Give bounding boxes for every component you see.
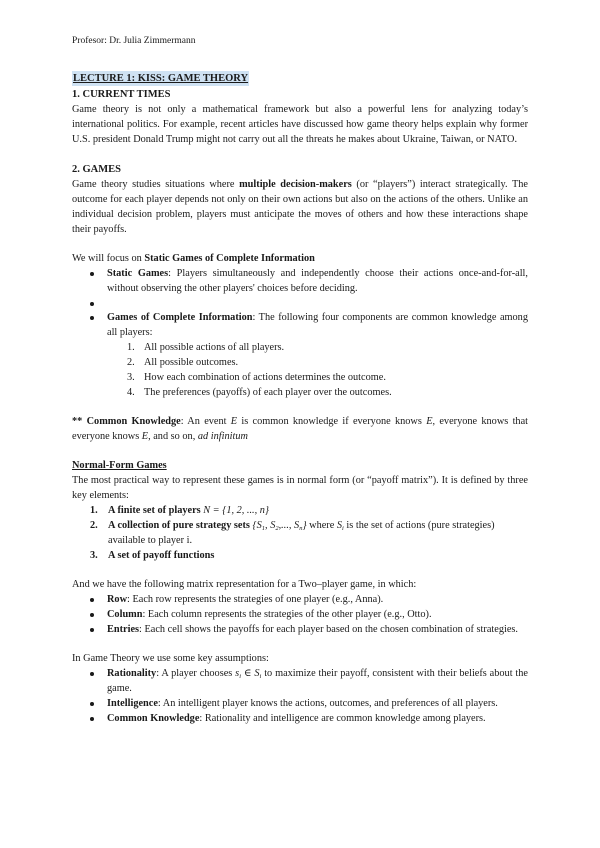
lecture-content [72,71,528,726]
list-item-static-games: Static Games: Players simultaneously and independently choose their actions once-and-for-all, without observing the other players' choices before deciding. [72,266,528,296]
normal-form-heading: Normal-Form Games [72,460,167,471]
common-knowledge-note: ** Common Knowledge: An event E is common knowledge if everyone knows E, everyone knows that everyone knows E, and so on, ad infinitum [72,416,529,442]
matrix-elements-list [72,592,528,637]
list-item: 3. How each combination of actions determines the outcome. [127,372,386,383]
assumptions-intro: In Game Theory we use some key assumptions: [72,653,269,664]
assumptions-list [72,666,528,726]
list-item-common-knowledge: Common Knowledge: Rationality and intelligence are common knowledge among players. [72,711,528,726]
section-current-times-heading: 1. CURRENT TIMES [72,89,171,100]
list-item: 4. The preferences (payoffs) of each player over the outcomes. [127,387,392,398]
list-item-intelligence: Intelligence: An intelligent player knows the actions, outcomes, and preferences of all players. [72,696,528,711]
professor-header: Profesor: Dr. Julia Zimmermann [72,36,196,46]
list-item-players: 1. A finite set of players N = {1, 2, ..., n} [90,505,270,516]
list-item-column: Column: Each column represents the strategies of the other player (e.g., Otto). [72,607,528,622]
normal-form-paragraph: The most practical way to represent these games is in normal form (or “payoff matrix”). It is defined by three key elements: [72,475,528,501]
complete-info-components [72,340,528,400]
focus-statement: We will focus on Static Games of Complete Information [72,253,315,264]
section-current-times-paragraph: Game theory is not only a mathematical framework but also a powerful lens for analyzing today’s international politics. For example, recent articles have discussed how game theory helps explain why former U.S. president Donald Trump might not carry out all the threats he makes about Ukraine, Taiwan, or NATO. [72,104,528,145]
matrix-intro: And we have the following matrix representation for a Two–player game, in which: [72,579,417,590]
list-item-entries: Entries: Each cell shows the payoffs for each player based on the chosen combination of strategies. [72,622,528,637]
section-games-heading: 2. GAMES [72,164,122,175]
list-item: 1. All possible actions of all players. [127,342,285,353]
normal-form-elements [72,503,528,563]
section-games-paragraph: Game theory studies situations where multiple decision-makers (or “players”) interact strategically. The outcome for each player depends not only on their own actions but also on the actions of the others. Unlike an individual decision problem, players must anticipate the moves of others and how these interactions shape their payoffs. [72,179,529,235]
list-item-strategy-sets: 2. A collection of pure strategy sets {$S_1$, $S_2$,..., $S_n$} where $S_i$ is the set of actions (pure strategies) available to player i. [90,520,495,546]
list-item-row: Row: Each row represents the strategies of one player (e.g., Anna). [72,592,528,607]
lecture-title: LECTURE 1: KISS: GAME THEORY [73,73,249,84]
list-item-payoff-functions: 3. A set of payoff functions [90,550,215,561]
game-type-list [72,266,528,340]
list-item-rationality: Rationality: A player chooses $s_i$ ∈ $S_i$ to maximize their payoff, consistent with their beliefs about the game. [72,666,528,696]
list-item: 2. All possible outcomes. [127,357,239,368]
list-item-complete-information: Games of Complete Information: The following four components are common knowledge among all players: [72,310,528,340]
